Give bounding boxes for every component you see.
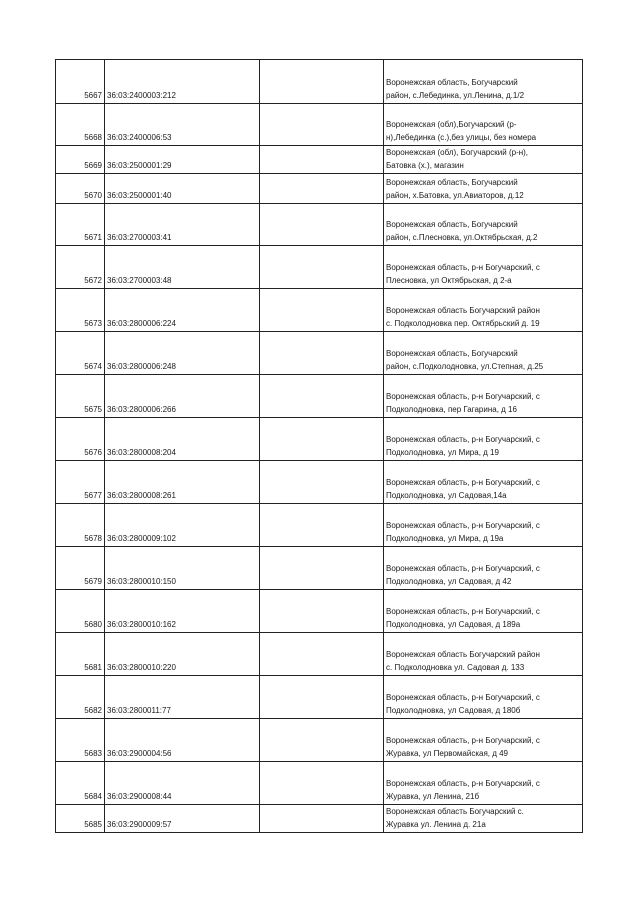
address-line-2: район, с.Лебединка, ул.Ленина, д.1/2 — [386, 91, 525, 100]
row-number-cell: 5668 — [56, 104, 105, 146]
address-line-1: Воронежская область, р-н Богучарский, с — [386, 435, 540, 444]
empty-cell — [260, 719, 384, 762]
property-registry-table — [55, 59, 583, 833]
cadastral-number-cell: 36:03:2800008:204 — [105, 418, 260, 461]
cadastral-number-cell: 36:03:2800010:150 — [105, 547, 260, 590]
row-number-cell: 5667 — [56, 60, 105, 104]
address-line-2: Подколодновка, пер Гагарина, д 16 — [386, 405, 517, 414]
table-row — [56, 418, 583, 461]
empty-cell — [260, 375, 384, 418]
table-row — [56, 676, 583, 719]
address-line-1: Воронежская область, р-н Богучарский, с — [386, 779, 540, 788]
empty-cell — [260, 461, 384, 504]
row-number-cell: 5684 — [56, 762, 105, 805]
address-cell — [384, 590, 583, 633]
empty-cell — [260, 547, 384, 590]
table-row — [56, 375, 583, 418]
address-line-2: Подколодновка, ул Садовая,14а — [386, 491, 507, 500]
row-number-cell: 5679 — [56, 547, 105, 590]
address-line-2: район, с.Плесновка, ул.Октябрьская, д.2 — [386, 233, 538, 242]
empty-cell — [260, 146, 384, 174]
table-row — [56, 719, 583, 762]
address-line-2: с. Подколодновка пер. Октябрьский д. 19 — [386, 319, 540, 328]
address-cell — [384, 332, 583, 375]
address-line-1: Воронежская область, р-н Богучарский, с — [386, 564, 540, 573]
table-row — [56, 633, 583, 676]
row-number-cell: 5680 — [56, 590, 105, 633]
address-line-2: район, х.Батовка, ул.Авиаторов, д.12 — [386, 191, 524, 200]
table-row — [56, 590, 583, 633]
cadastral-number-cell: 36:03:2800011:77 — [105, 676, 260, 719]
address-line-1: Воронежская область, Богучарский — [386, 178, 518, 187]
address-line-1: Воронежская область, р-н Богучарский, с — [386, 693, 540, 702]
address-cell — [384, 418, 583, 461]
empty-cell — [260, 104, 384, 146]
table-row — [56, 246, 583, 289]
row-number-cell: 5672 — [56, 246, 105, 289]
row-number-cell: 5673 — [56, 289, 105, 332]
address-line-1: Воронежская область, Богучарский — [386, 220, 518, 229]
address-cell — [384, 676, 583, 719]
empty-cell — [260, 246, 384, 289]
table-row — [56, 204, 583, 246]
table-body — [56, 60, 583, 833]
row-number-cell: 5669 — [56, 146, 105, 174]
cadastral-number-cell: 36:03:2800010:162 — [105, 590, 260, 633]
address-line-1: Воронежская (обл), Богучарский (р-н), — [386, 148, 529, 157]
address-line-2: Журавка ул. Ленина д. 21а — [386, 820, 486, 829]
empty-cell — [260, 676, 384, 719]
table-row — [56, 461, 583, 504]
address-line-1: Воронежская область, р-н Богучарский, с — [386, 736, 540, 745]
table-row — [56, 332, 583, 375]
table-row — [56, 762, 583, 805]
empty-cell — [260, 204, 384, 246]
table-row — [56, 146, 583, 174]
cadastral-number-cell: 36:03:2800006:224 — [105, 289, 260, 332]
address-line-2: Журавка, ул Ленина, 21б — [386, 792, 480, 801]
row-number-cell: 5677 — [56, 461, 105, 504]
table-row — [56, 104, 583, 146]
empty-cell — [260, 762, 384, 805]
cadastral-number-cell: 36:03:2800006:248 — [105, 332, 260, 375]
empty-cell — [260, 805, 384, 833]
address-line-1: Воронежская область, р-н Богучарский, с — [386, 478, 540, 487]
address-line-2: с. Подколодновка ул. Садовая д. 133 — [386, 663, 525, 672]
cadastral-number-cell: 36:03:2800008:261 — [105, 461, 260, 504]
cadastral-number-cell: 36:03:2700003:41 — [105, 204, 260, 246]
row-number-cell: 5682 — [56, 676, 105, 719]
address-line-2: Батовка (х.), магазин — [386, 161, 464, 170]
address-line-2: Плесновка, ул Октябрьская, д 2-а — [386, 276, 512, 285]
cadastral-number-cell: 36:03:2400003:212 — [105, 60, 260, 104]
cadastral-number-cell: 36:03:2900009:57 — [105, 805, 260, 833]
table-row — [56, 174, 583, 204]
cadastral-number-cell: 36:03:2900004:56 — [105, 719, 260, 762]
row-number-cell: 5671 — [56, 204, 105, 246]
address-line-2: Журавка, ул Первомайская, д 49 — [386, 749, 509, 758]
row-number-cell: 5675 — [56, 375, 105, 418]
address-line-1: Воронежская область, р-н Богучарский, с — [386, 521, 540, 530]
address-cell — [384, 805, 583, 833]
row-number-cell: 5681 — [56, 633, 105, 676]
table-row — [56, 547, 583, 590]
address-cell — [384, 762, 583, 805]
address-line-2: Подколодновка, ул Садовая, д 189а — [386, 620, 521, 629]
address-line-2: район, с.Подколодновка, ул.Степная, д.25 — [386, 362, 544, 371]
cadastral-number-cell: 36:03:2400006:53 — [105, 104, 260, 146]
row-number-cell: 5678 — [56, 504, 105, 547]
address-cell — [384, 719, 583, 762]
address-line-2: Подколодновка, ул Мира, д 19 — [386, 448, 499, 457]
address-line-2: н),Лебединка (с.),без улицы, без номера — [386, 133, 537, 142]
address-line-1: Воронежская (обл),Богучарский (р- — [386, 120, 517, 129]
address-line-1: Воронежская область Богучарский район — [386, 306, 540, 315]
row-number-cell: 5676 — [56, 418, 105, 461]
address-cell — [384, 174, 583, 204]
cadastral-number-cell: 36:03:2900008:44 — [105, 762, 260, 805]
address-line-1: Воронежская область, р-н Богучарский, с — [386, 607, 540, 616]
address-cell — [384, 633, 583, 676]
address-cell — [384, 289, 583, 332]
cadastral-number-cell: 36:03:2800009:102 — [105, 504, 260, 547]
address-cell — [384, 504, 583, 547]
address-cell — [384, 204, 583, 246]
address-line-1: Воронежская область, р-н Богучарский, с — [386, 263, 540, 272]
row-number-cell: 5670 — [56, 174, 105, 204]
table-row — [56, 805, 583, 833]
address-cell — [384, 246, 583, 289]
address-line-1: Воронежская область Богучарский район — [386, 650, 540, 659]
address-line-2: Подколодновка, ул Садовая, д 42 — [386, 577, 512, 586]
address-cell — [384, 104, 583, 146]
table-row — [56, 289, 583, 332]
cadastral-number-cell: 36:03:2800010:220 — [105, 633, 260, 676]
address-cell — [384, 375, 583, 418]
empty-cell — [260, 504, 384, 547]
empty-cell — [260, 633, 384, 676]
empty-cell — [260, 590, 384, 633]
empty-cell — [260, 332, 384, 375]
row-number-cell: 5674 — [56, 332, 105, 375]
cadastral-number-cell: 36:03:2500001:29 — [105, 146, 260, 174]
cadastral-number-cell: 36:03:2700003:48 — [105, 246, 260, 289]
cadastral-number-cell: 36:03:2500001:40 — [105, 174, 260, 204]
address-cell — [384, 60, 583, 104]
table-row — [56, 504, 583, 547]
address-line-1: Воронежская область, Богучарский — [386, 349, 518, 358]
address-cell — [384, 461, 583, 504]
empty-cell — [260, 60, 384, 104]
address-line-2: Подколодновка, ул Мира, д 19а — [386, 534, 504, 543]
address-line-1: Воронежская область Богучарский с. — [386, 807, 524, 816]
address-line-1: Воронежская область, Богучарский — [386, 78, 518, 87]
empty-cell — [260, 174, 384, 204]
address-cell — [384, 547, 583, 590]
address-line-1: Воронежская область, р-н Богучарский, с — [386, 392, 540, 401]
address-line-2: Подколодновка, ул Садовая, д 180б — [386, 706, 521, 715]
empty-cell — [260, 289, 384, 332]
empty-cell — [260, 418, 384, 461]
address-cell — [384, 146, 583, 174]
table-row — [56, 60, 583, 104]
row-number-cell: 5683 — [56, 719, 105, 762]
cadastral-number-cell: 36:03:2800006:266 — [105, 375, 260, 418]
row-number-cell: 5685 — [56, 805, 105, 833]
